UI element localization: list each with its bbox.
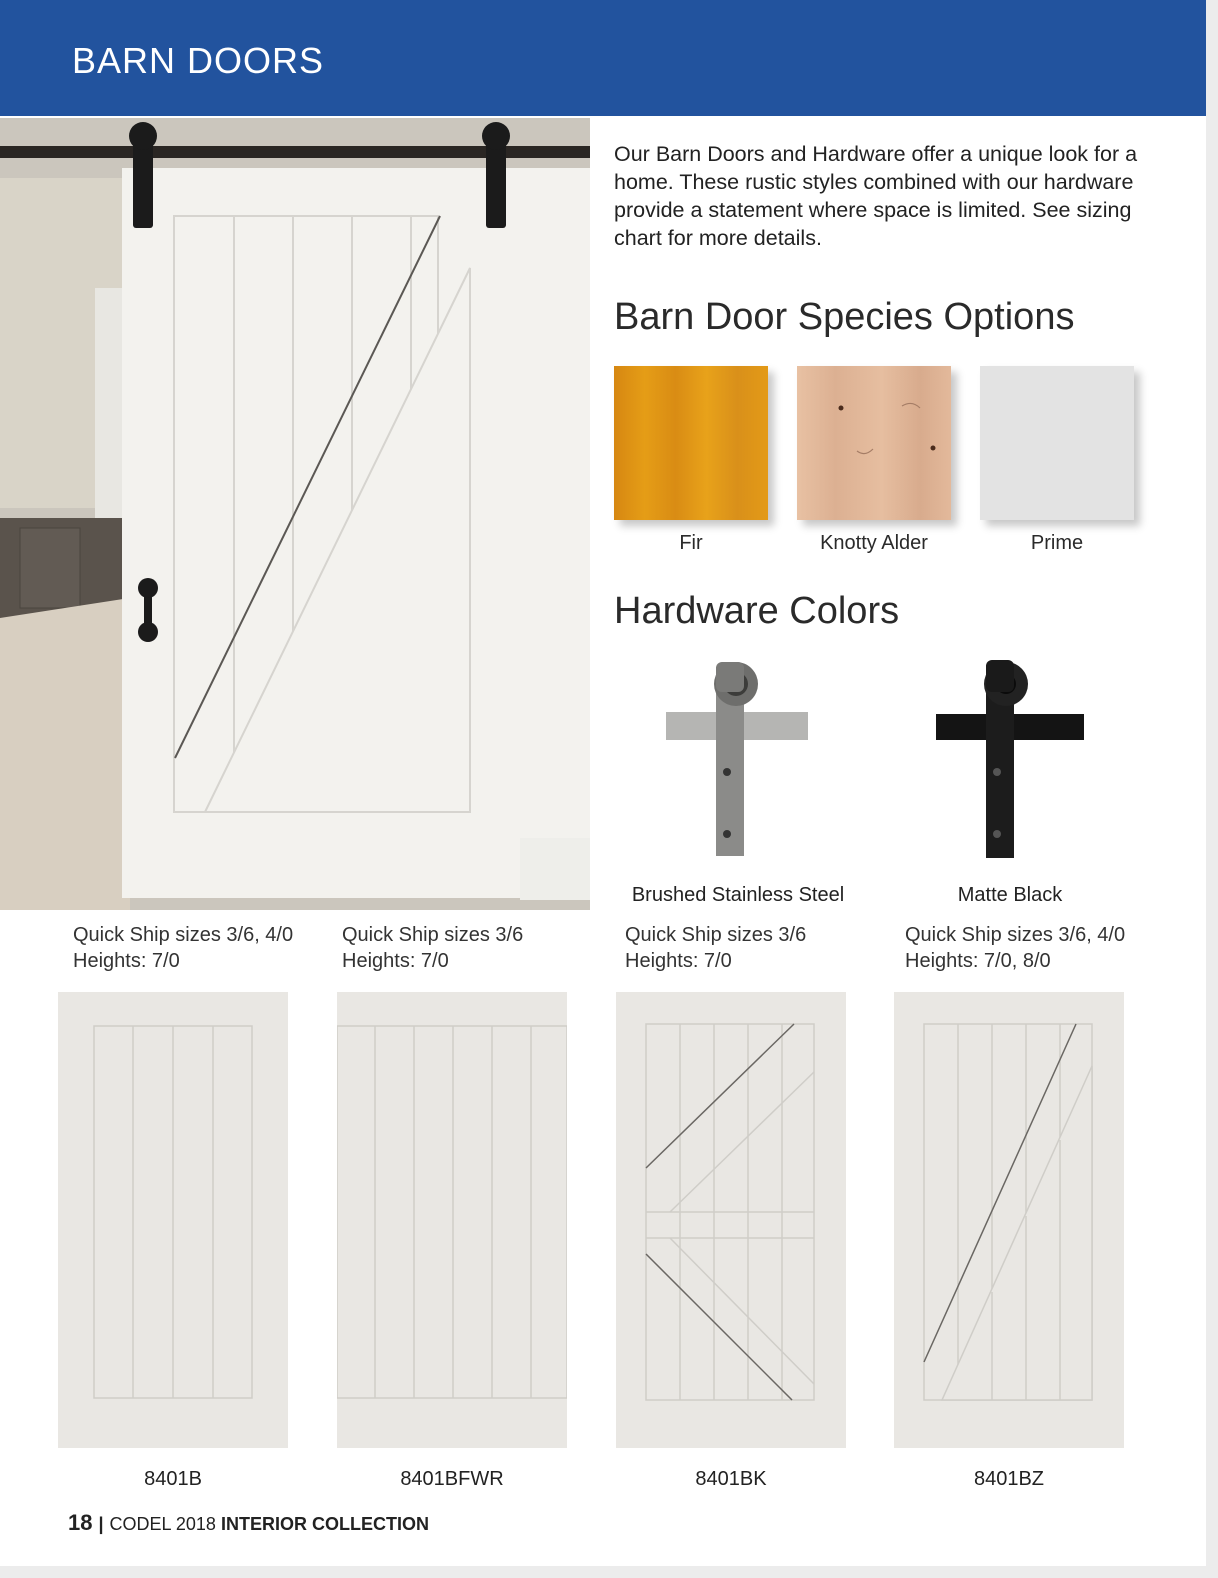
swatch-label-prime: Prime [1030,532,1084,554]
swatch-prime [980,366,1134,520]
swatch-label-knotty-alder: Knotty Alder [820,532,928,554]
door-code-8401b: 8401B [144,1468,202,1490]
footer-collection: INTERIOR COLLECTION [220,1514,429,1534]
door-sizes-8401b: Quick Ship sizes 3/6, 4/0 Heights: 7/0 [73,924,294,972]
door-sizes-8401bk: Quick Ship sizes 3/6 Heights: 7/0 [625,924,807,972]
footer-separator: | [98,1514,104,1534]
hardware-colors-heading: Hardware Colors [614,590,900,632]
hardware-label-matte-black: Matte Black [957,884,1063,906]
footer-brand: CODEL 2018 [109,1514,216,1534]
page-title: BARN DOORS [72,40,325,81]
hardware-label-brushed-stainless: Brushed Stainless Steel [631,884,845,906]
page-footer [68,1510,429,1536]
swatch-knotty-alder [797,366,951,520]
hardware-image-brushed-stainless [664,656,814,862]
door-code-8401bk: 8401BK [695,1468,767,1490]
door-image-8401bz [894,992,1124,1448]
door-sizes-8401bfwr: Quick Ship sizes 3/6 Heights: 7/0 [342,924,524,972]
species-options-heading: Barn Door Species Options [614,296,1075,338]
door-code-8401bfwr: 8401BFWR [400,1468,504,1490]
door-image-8401bk [616,992,846,1448]
door-code-8401bz: 8401BZ [973,1468,1045,1490]
door-image-8401b [58,992,288,1448]
swatch-fir [614,366,768,520]
hero-barn-door-photo [0,118,590,910]
page-edge [1206,0,1218,1578]
door-sizes-8401bz: Quick Ship sizes 3/6, 4/0 Heights: 7/0, 8/0 [905,924,1126,972]
hardware-image-matte-black [934,656,1084,862]
intro-paragraph: Our Barn Doors and Hardware offer a unique look for a home. These rustic styles combined with our hardware provide a statement where space is limited. See sizing chart for more details. [614,142,1138,250]
swatch-label-fir: Fir [679,532,703,554]
door-image-8401bfwr [337,992,567,1448]
page-number: 18 [68,1510,93,1535]
page-edge-bottom [0,1566,1218,1578]
